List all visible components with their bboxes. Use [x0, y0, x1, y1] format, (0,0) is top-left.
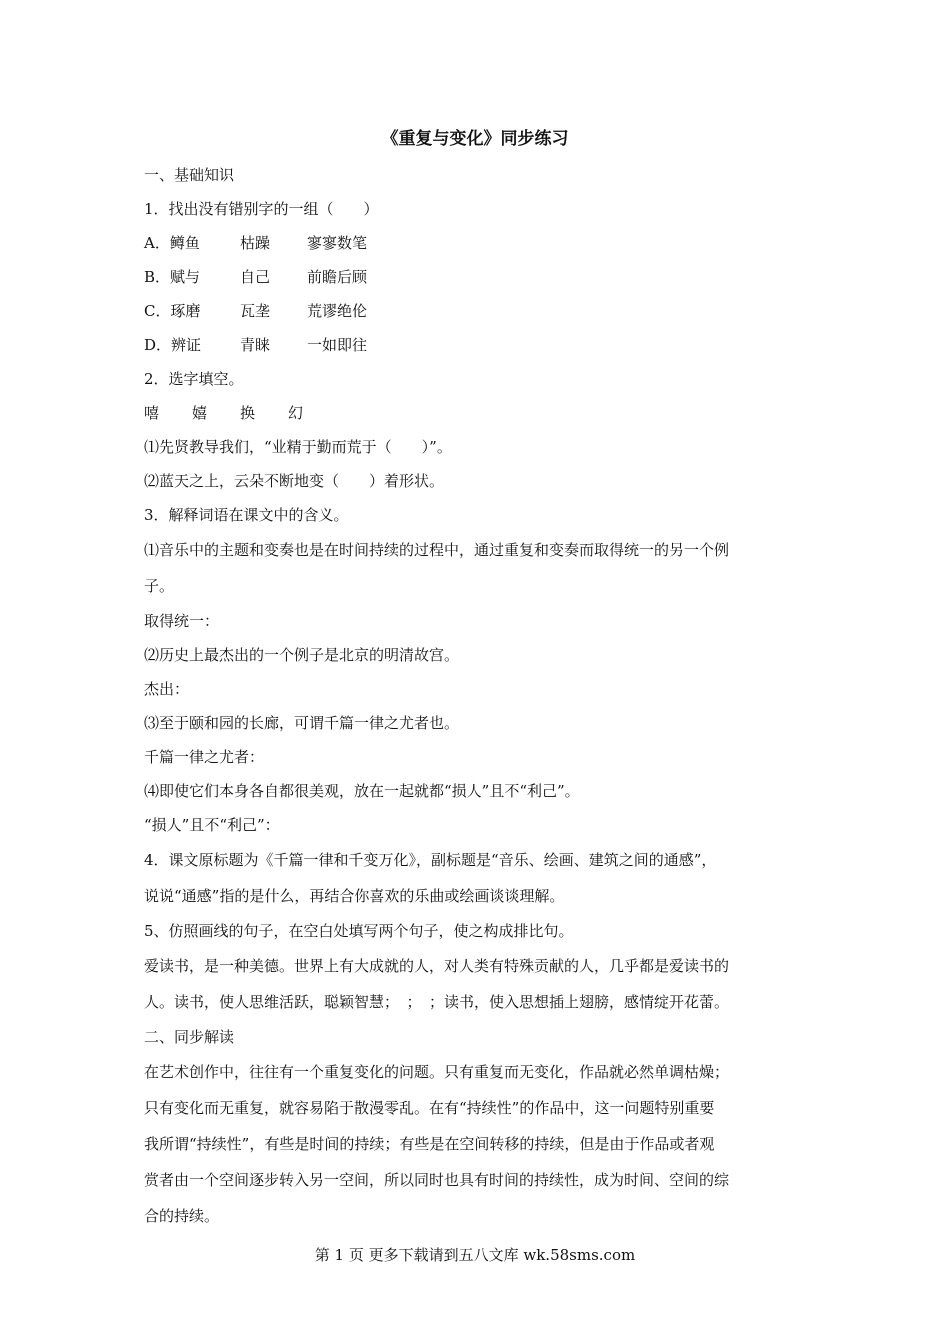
- reading-line-5: 合的持续。: [144, 1207, 220, 1225]
- option-b: [144, 260, 809, 294]
- option-a-label-word1: A．鳟鱼: [144, 234, 200, 252]
- question-3-stem: 3．解释词语在课文中的含义。: [144, 506, 349, 524]
- question-2-sentence-2: ⑵蓝天之上，云朵不断地变（ ）着形状。: [144, 472, 445, 490]
- question-3-item-2: ⑵历史上最杰出的一个例子是北京的明清故宫。: [144, 646, 460, 664]
- document-body: [144, 158, 809, 1234]
- question-3-item-3: ⑶至于颐和园的长廊，可谓千篇一律之尤者也。: [144, 714, 460, 732]
- reading-line-4: 赏者由一个空间逐步转入另一空间，所以同时也具有时间的持续性，成为时间、空间的综: [144, 1171, 730, 1189]
- question-5-line-2: 人。读书，使人思维活跃，聪颖智慧； ； ；读书，使入思想插上翅膀，感情绽开花蕾。: [144, 993, 730, 1011]
- section-heading-reading: 二、同步解读: [144, 1028, 235, 1046]
- option-c-label-word1: C．琢磨: [144, 302, 201, 320]
- question-3-item-4: ⑷即使它们本身各自都很美观，放在一起就都“损人”且不“利己”。: [144, 782, 580, 800]
- question-4-line-2: 说说“通感”指的是什么，再结合你喜欢的乐曲或绘画谈谈理解。: [144, 887, 565, 905]
- option-c-word2: 瓦垄: [240, 302, 271, 320]
- question-3-item-1-line-1: ⑴音乐中的主题和变奏也是在时间持续的过程中，通过重复和变奏而取得统一的另一个例: [144, 541, 730, 559]
- question-3-answer-3: 千篇一律之尤者：: [144, 748, 265, 766]
- option-c-word3: 荒谬绝伦: [307, 302, 368, 320]
- option-c: [144, 294, 809, 328]
- question-2-stem: 2．选字填空。: [144, 370, 244, 388]
- reading-line-3: 我所谓“持续性”，有些是时间的持续；有些是在空间转移的持续，但是由于作品或者观: [144, 1135, 715, 1153]
- option-d-word3: 一如即往: [307, 336, 368, 354]
- question-5-line-1: 爱读书，是一种美德。世界上有大成就的人，对人类有特殊贡献的人，几乎都是爱读书的: [144, 957, 730, 975]
- reading-line-2: 只有变化而无重复，就容易陷于散漫零乱。在有“持续性”的作品中，这一问题特别重要: [144, 1099, 715, 1117]
- question-3-item-1-line-2: 子。: [144, 577, 175, 595]
- option-b-label-word1: B．赋与: [144, 268, 201, 286]
- question-5-stem: 5、仿照画线的句子，在空白处填写两个句子，使之构成排比句。: [144, 922, 574, 940]
- question-3-answer-4: “损人”且不“利己”：: [144, 816, 280, 834]
- reading-line-1: 在艺术创作中，往往有一个重复变化的问题。只有重复而无变化，作品就必然单调枯燥；: [144, 1063, 730, 1081]
- char-choice: 嬉: [192, 404, 208, 422]
- char-choice: 换: [240, 404, 256, 422]
- option-a-word2: 枯躁: [240, 234, 271, 252]
- char-choice: 幻: [288, 404, 304, 422]
- page-title: 《重复与变化》同步练习: [381, 129, 569, 149]
- option-b-word2: 自己: [240, 268, 271, 286]
- option-d-label-word1: D．辨证: [144, 336, 202, 354]
- question-3-answer-1: 取得统一：: [144, 612, 220, 630]
- char-choices: [144, 396, 809, 430]
- option-a-word3: 寥寥数笔: [307, 234, 368, 252]
- question-2-sentence-1: ⑴先贤教导我们，“业精于勤而荒于（ ）”。: [144, 438, 452, 456]
- char-choice: 嘻: [144, 404, 160, 422]
- option-d-word2: 青睐: [240, 336, 271, 354]
- option-a: [144, 226, 809, 260]
- option-d: [144, 328, 809, 362]
- question-3-answer-2: 杰出：: [144, 680, 190, 698]
- option-b-word3: 前瞻后顾: [307, 268, 368, 286]
- page-footer: 第 1 页 更多下载请到五八文库 wk.58sms.com: [314, 1246, 636, 1264]
- question-1-stem: 1．找出没有错别字的一组（ ）: [144, 200, 379, 218]
- section-heading-basics: 一、基础知识: [144, 166, 235, 184]
- question-4-line-1: 4．课文原标题为《千篇一律和千变万化》，副标题是“音乐、绘画、建筑之间的通感”，: [144, 851, 717, 869]
